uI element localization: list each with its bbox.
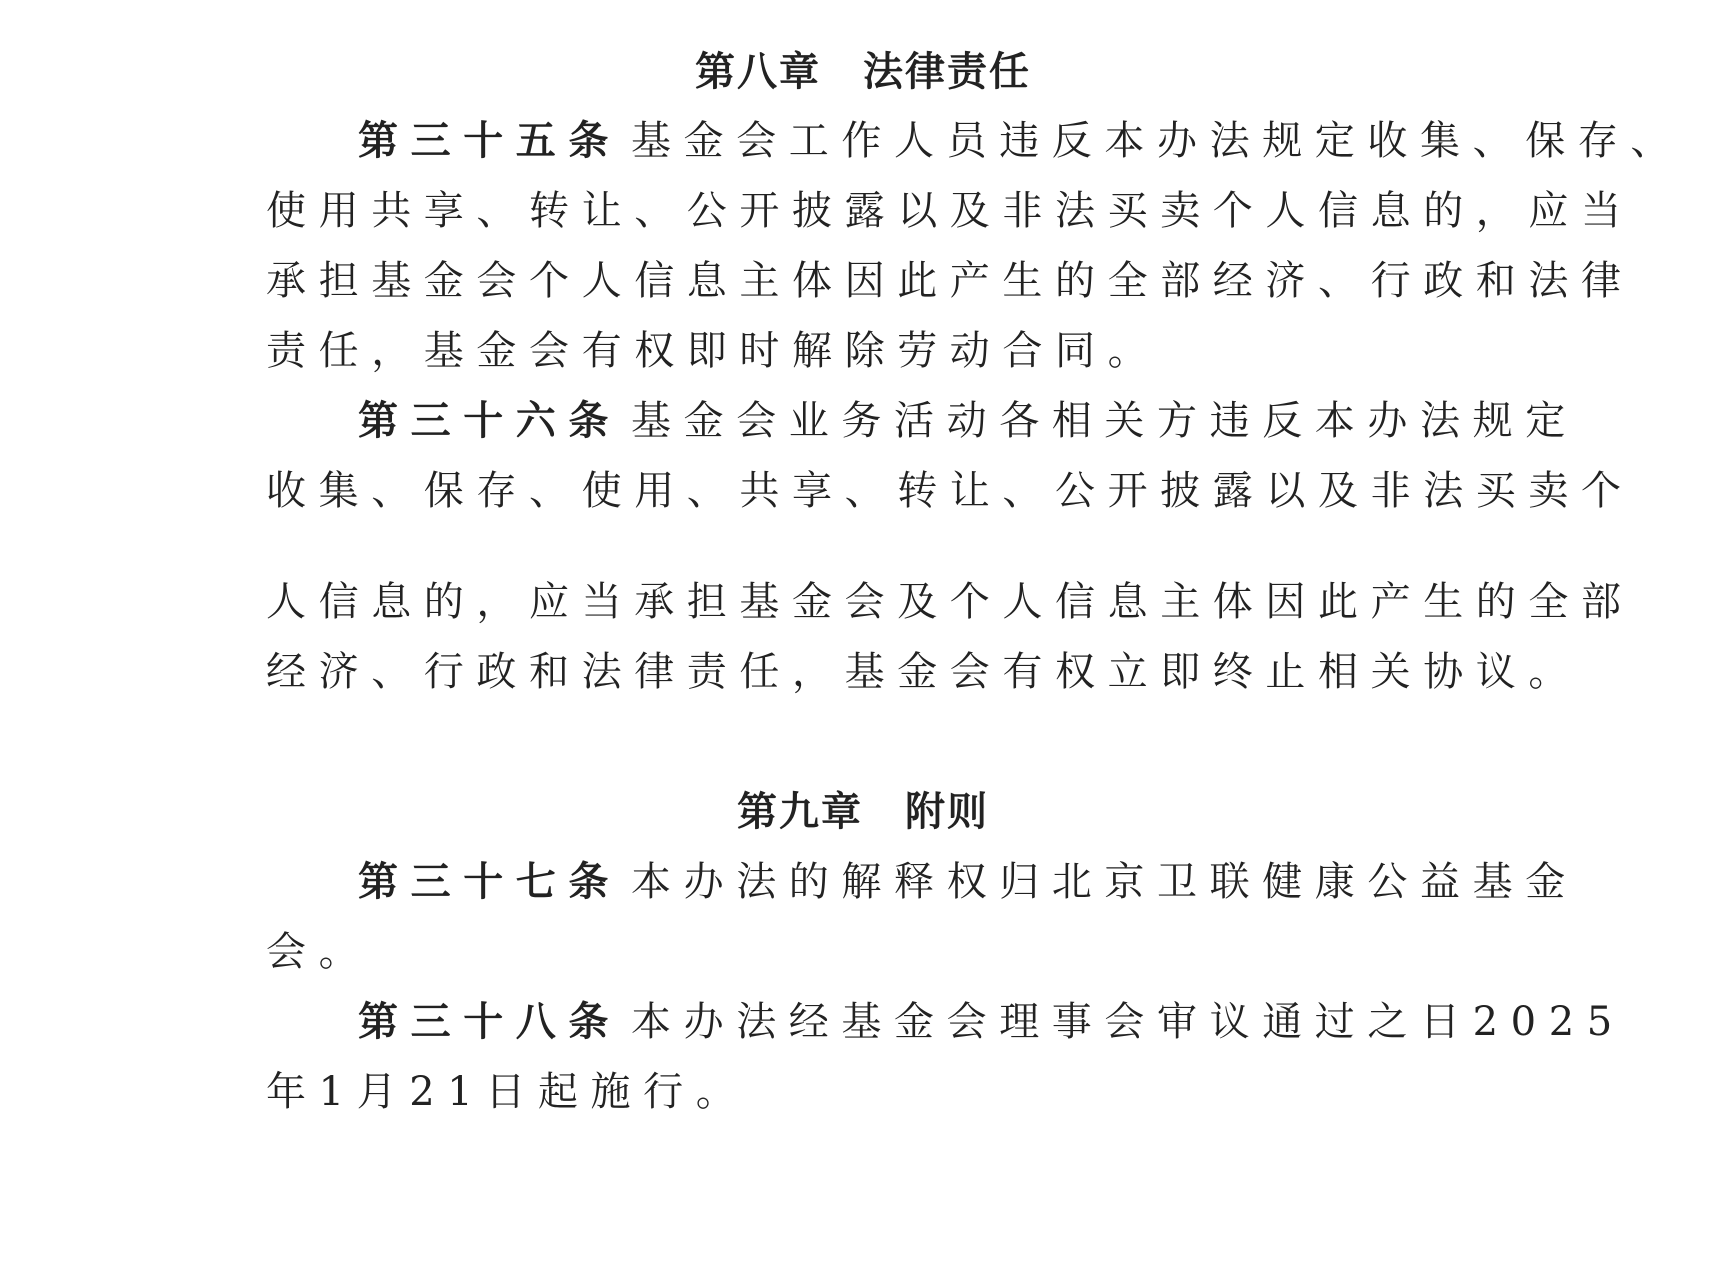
article-36-text-1: 基金会业务活动各相关方违反本办法规定 [631,398,1578,444]
article-37-line-2: 会。 [266,929,372,975]
article-35-text-1: 基金会工作人员违反本办法规定收集、保存、 [631,118,1683,164]
chapter-8-title: 第八章 法律责任 [695,48,1031,95]
article-35-line-2: 使用共享、转让、公开披露以及非法买卖个人信息的，应当 [266,188,1634,234]
article-36-line-1 [358,393,1578,449]
article-35-label: 第三十五条 [358,117,621,164]
article-35-line-1 [358,113,1683,169]
article-38-label: 第三十八条 [358,998,621,1045]
article-38-line-1 [358,994,1625,1050]
article-35-line-3: 承担基金会个人信息主体因此产生的全部经济、行政和法律 [266,258,1634,304]
article-36-label: 第三十六条 [358,397,621,444]
article-38-line-2: 年1月21日起施行。 [266,1069,749,1115]
article-37-text-1: 本办法的解释权归北京卫联健康公益基金 [631,859,1578,905]
article-36-line-4: 经济、行政和法律责任，基金会有权立即终止相关协议。 [266,649,1581,695]
article-37-line-1 [358,854,1578,910]
article-36-line-2: 收集、保存、使用、共享、转让、公开披露以及非法买卖个 [266,468,1634,514]
article-38-text-1: 本办法经基金会理事会审议通过之日2025 [631,999,1625,1045]
chapter-9-title: 第九章 附则 [737,788,989,835]
article-37-label: 第三十七条 [358,858,621,905]
article-36-line-3: 人信息的，应当承担基金会及个人信息主体因此产生的全部 [266,579,1634,625]
article-35-line-4: 责任，基金会有权即时解除劳动合同。 [266,328,1161,374]
